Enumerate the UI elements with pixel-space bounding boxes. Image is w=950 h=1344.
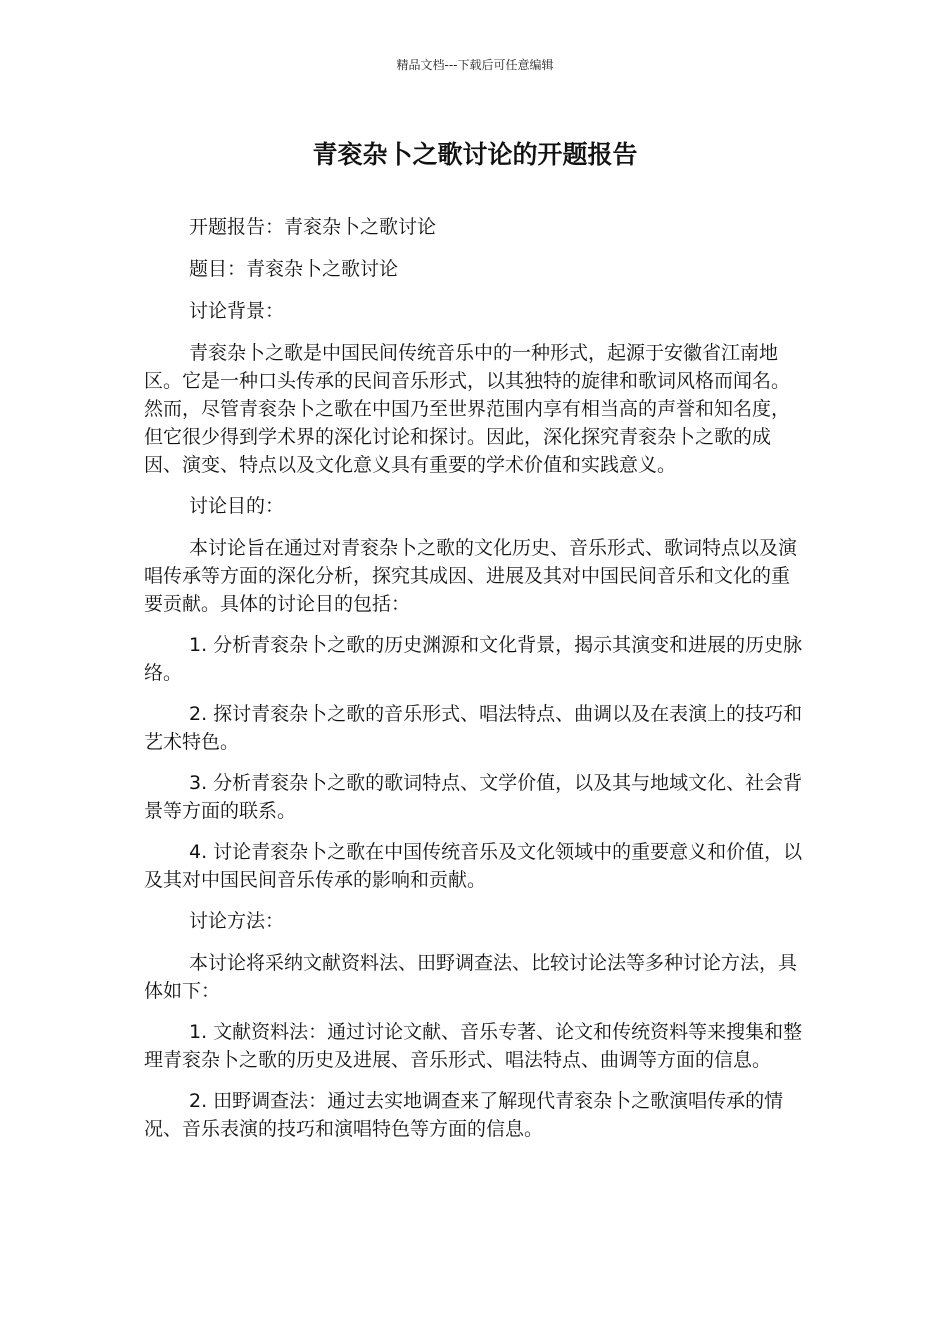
document-title: 青衮杂卜之歌讨论的开题报告 [312, 140, 638, 169]
purpose-item-1: 1. 分析青衮杂卜之歌的历史渊源和文化背景，揭示其演变和进展的历史脉络。 [144, 634, 803, 684]
paragraph-background: 青衮杂卜之歌是中国民间传统音乐中的一种形式，起源于安徽省江南地区。它是一种口头传承的民间音乐形式，以其独特的旋律和歌词风格而闻名。然而，尽管青衮杂卜之歌在中国乃至世界范围内享有相当高的声誉和知名度，但它很少得到学术界的深化讨论和探讨。因此，深化探究青衮杂卜之歌的成因、演变、特点以及文化意义具有重要的学术价值和实践意义。 [144, 342, 791, 476]
document-body [144, 213, 804, 1156]
header-note: 精品文档---下载后可任意编辑 [396, 58, 554, 72]
section-heading-purpose: 讨论目的： [189, 495, 285, 517]
purpose-item-3: 3. 分析青衮杂卜之歌的歌词特点、文学价值，以及其与地域文化、社会背景等方面的联系。 [144, 772, 803, 822]
method-item-1: 1. 文献资料法：通过讨论文献、音乐专著、论文和传统资料等来搜集和整理青衮杂卜之歌的历史及进展、音乐形式、唱法特点、曲调等方面的信息。 [144, 1021, 803, 1071]
section-heading-background: 讨论背景： [189, 300, 285, 322]
method-item-2: 2. 田野调查法：通过去实地调查来了解现代青衮杂卜之歌演唱传承的情况、音乐表演的技巧和演唱特色等方面的信息。 [144, 1090, 784, 1140]
purpose-item-4: 4. 讨论青衮杂卜之歌在中国传统音乐及文化领域中的重要意义和价值，以及其对中国民间音乐传承的影响和贡献。 [144, 841, 803, 891]
paragraph-purpose: 本讨论旨在通过对青衮杂卜之歌的文化历史、音乐形式、歌词特点以及演唱传承等方面的深化分析，探究其成因、进展及其对中国民间音乐和文化的重要贡献。具体的讨论目的包括： [144, 537, 798, 615]
purpose-item-2: 2. 探讨青衮杂卜之歌的音乐形式、唱法特点、曲调以及在表演上的技巧和艺术特色。 [144, 703, 803, 753]
paragraph-topic: 题目：青衮杂卜之歌讨论 [189, 258, 399, 280]
paragraph-report-label: 开题报告：青衮杂卜之歌讨论 [189, 216, 437, 238]
paragraph-method: 本讨论将采纳文献资料法、田野调查法、比较讨论法等多种讨论方法，具体如下： [144, 952, 798, 1002]
section-heading-method: 讨论方法： [189, 910, 285, 932]
